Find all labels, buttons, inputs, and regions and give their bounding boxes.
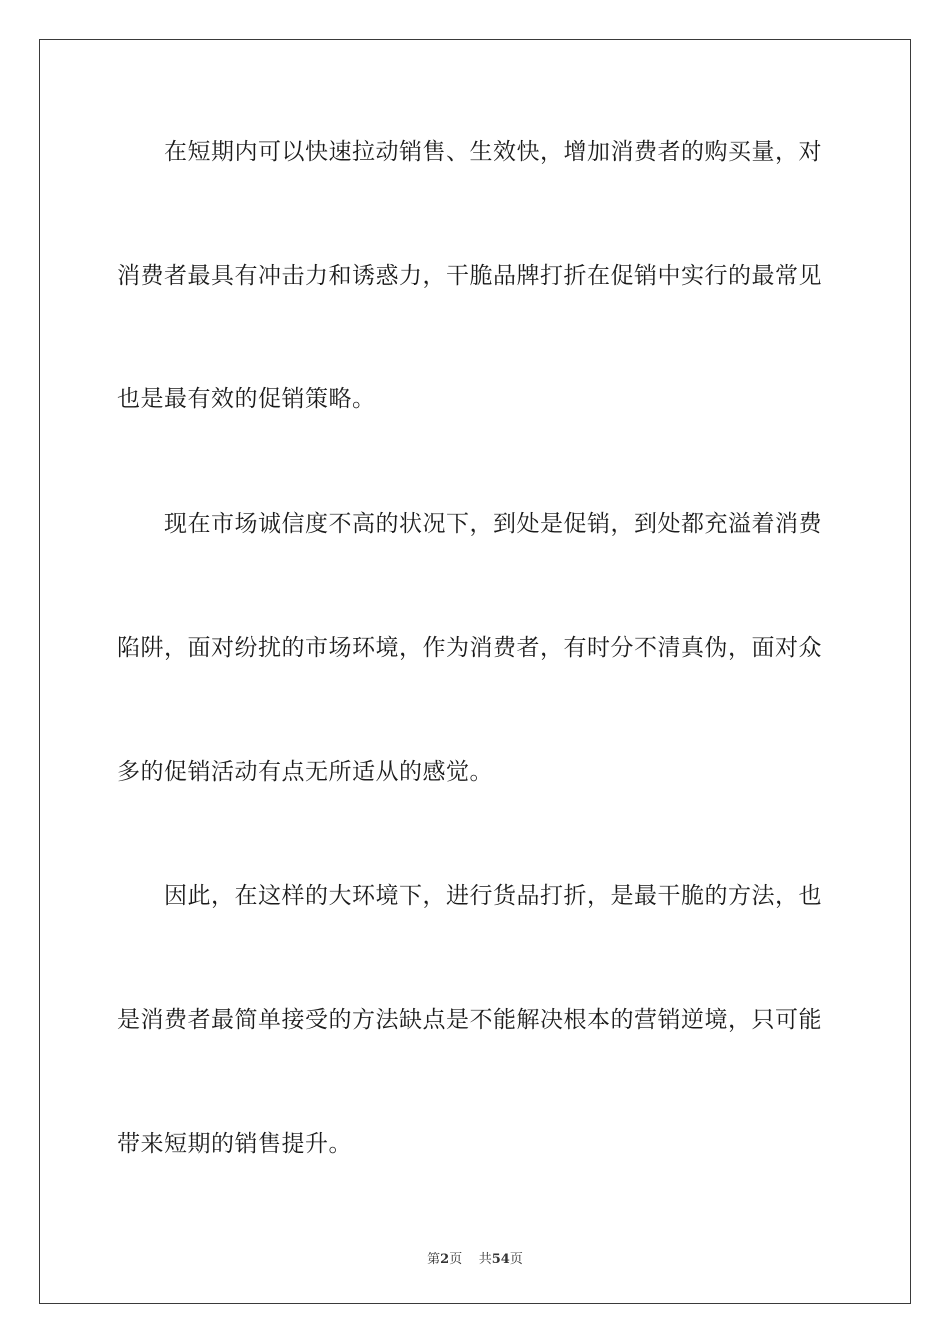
- paragraph-3-line-3: 带来短期的销售提升。: [117, 1131, 352, 1157]
- page-prefix: 第: [427, 1252, 441, 1267]
- total-suffix: 页: [509, 1252, 523, 1267]
- page-border: [39, 39, 911, 1304]
- paragraph-3-line-1: 因此，在这样的大环境下，进行货品打折，是最干脆的方法，也: [164, 883, 822, 909]
- paragraph-2-line-2: 陷阱，面对纷扰的市场环境，作为消费者，有时分不清真伪，面对众: [117, 635, 822, 661]
- paragraph-1-line-3: 也是最有效的促销策略。: [117, 386, 376, 412]
- paragraph-1-line-2: 消费者最具有冲击力和诱惑力，干脆品牌打折在促销中实行的最常见: [117, 263, 822, 289]
- paragraph-2-line-3: 多的促销活动有点无所适从的感觉。: [117, 759, 493, 785]
- page-footer: [0, 1248, 950, 1267]
- page-number: 2: [440, 1252, 450, 1267]
- paragraph-3-line-2: 是消费者最简单接受的方法缺点是不能解决根本的营销逆境，只可能: [117, 1007, 822, 1033]
- paragraph-1-line-1: 在短期内可以快速拉动销售、生效快，增加消费者的购买量，对: [164, 139, 822, 165]
- paragraph-2-line-1: 现在市场诚信度不高的状况下，到处是促销，到处都充溢着消费: [164, 511, 822, 537]
- page-suffix: 页: [449, 1252, 463, 1267]
- total-prefix: 共: [478, 1252, 492, 1267]
- total-pages: 54: [491, 1252, 510, 1267]
